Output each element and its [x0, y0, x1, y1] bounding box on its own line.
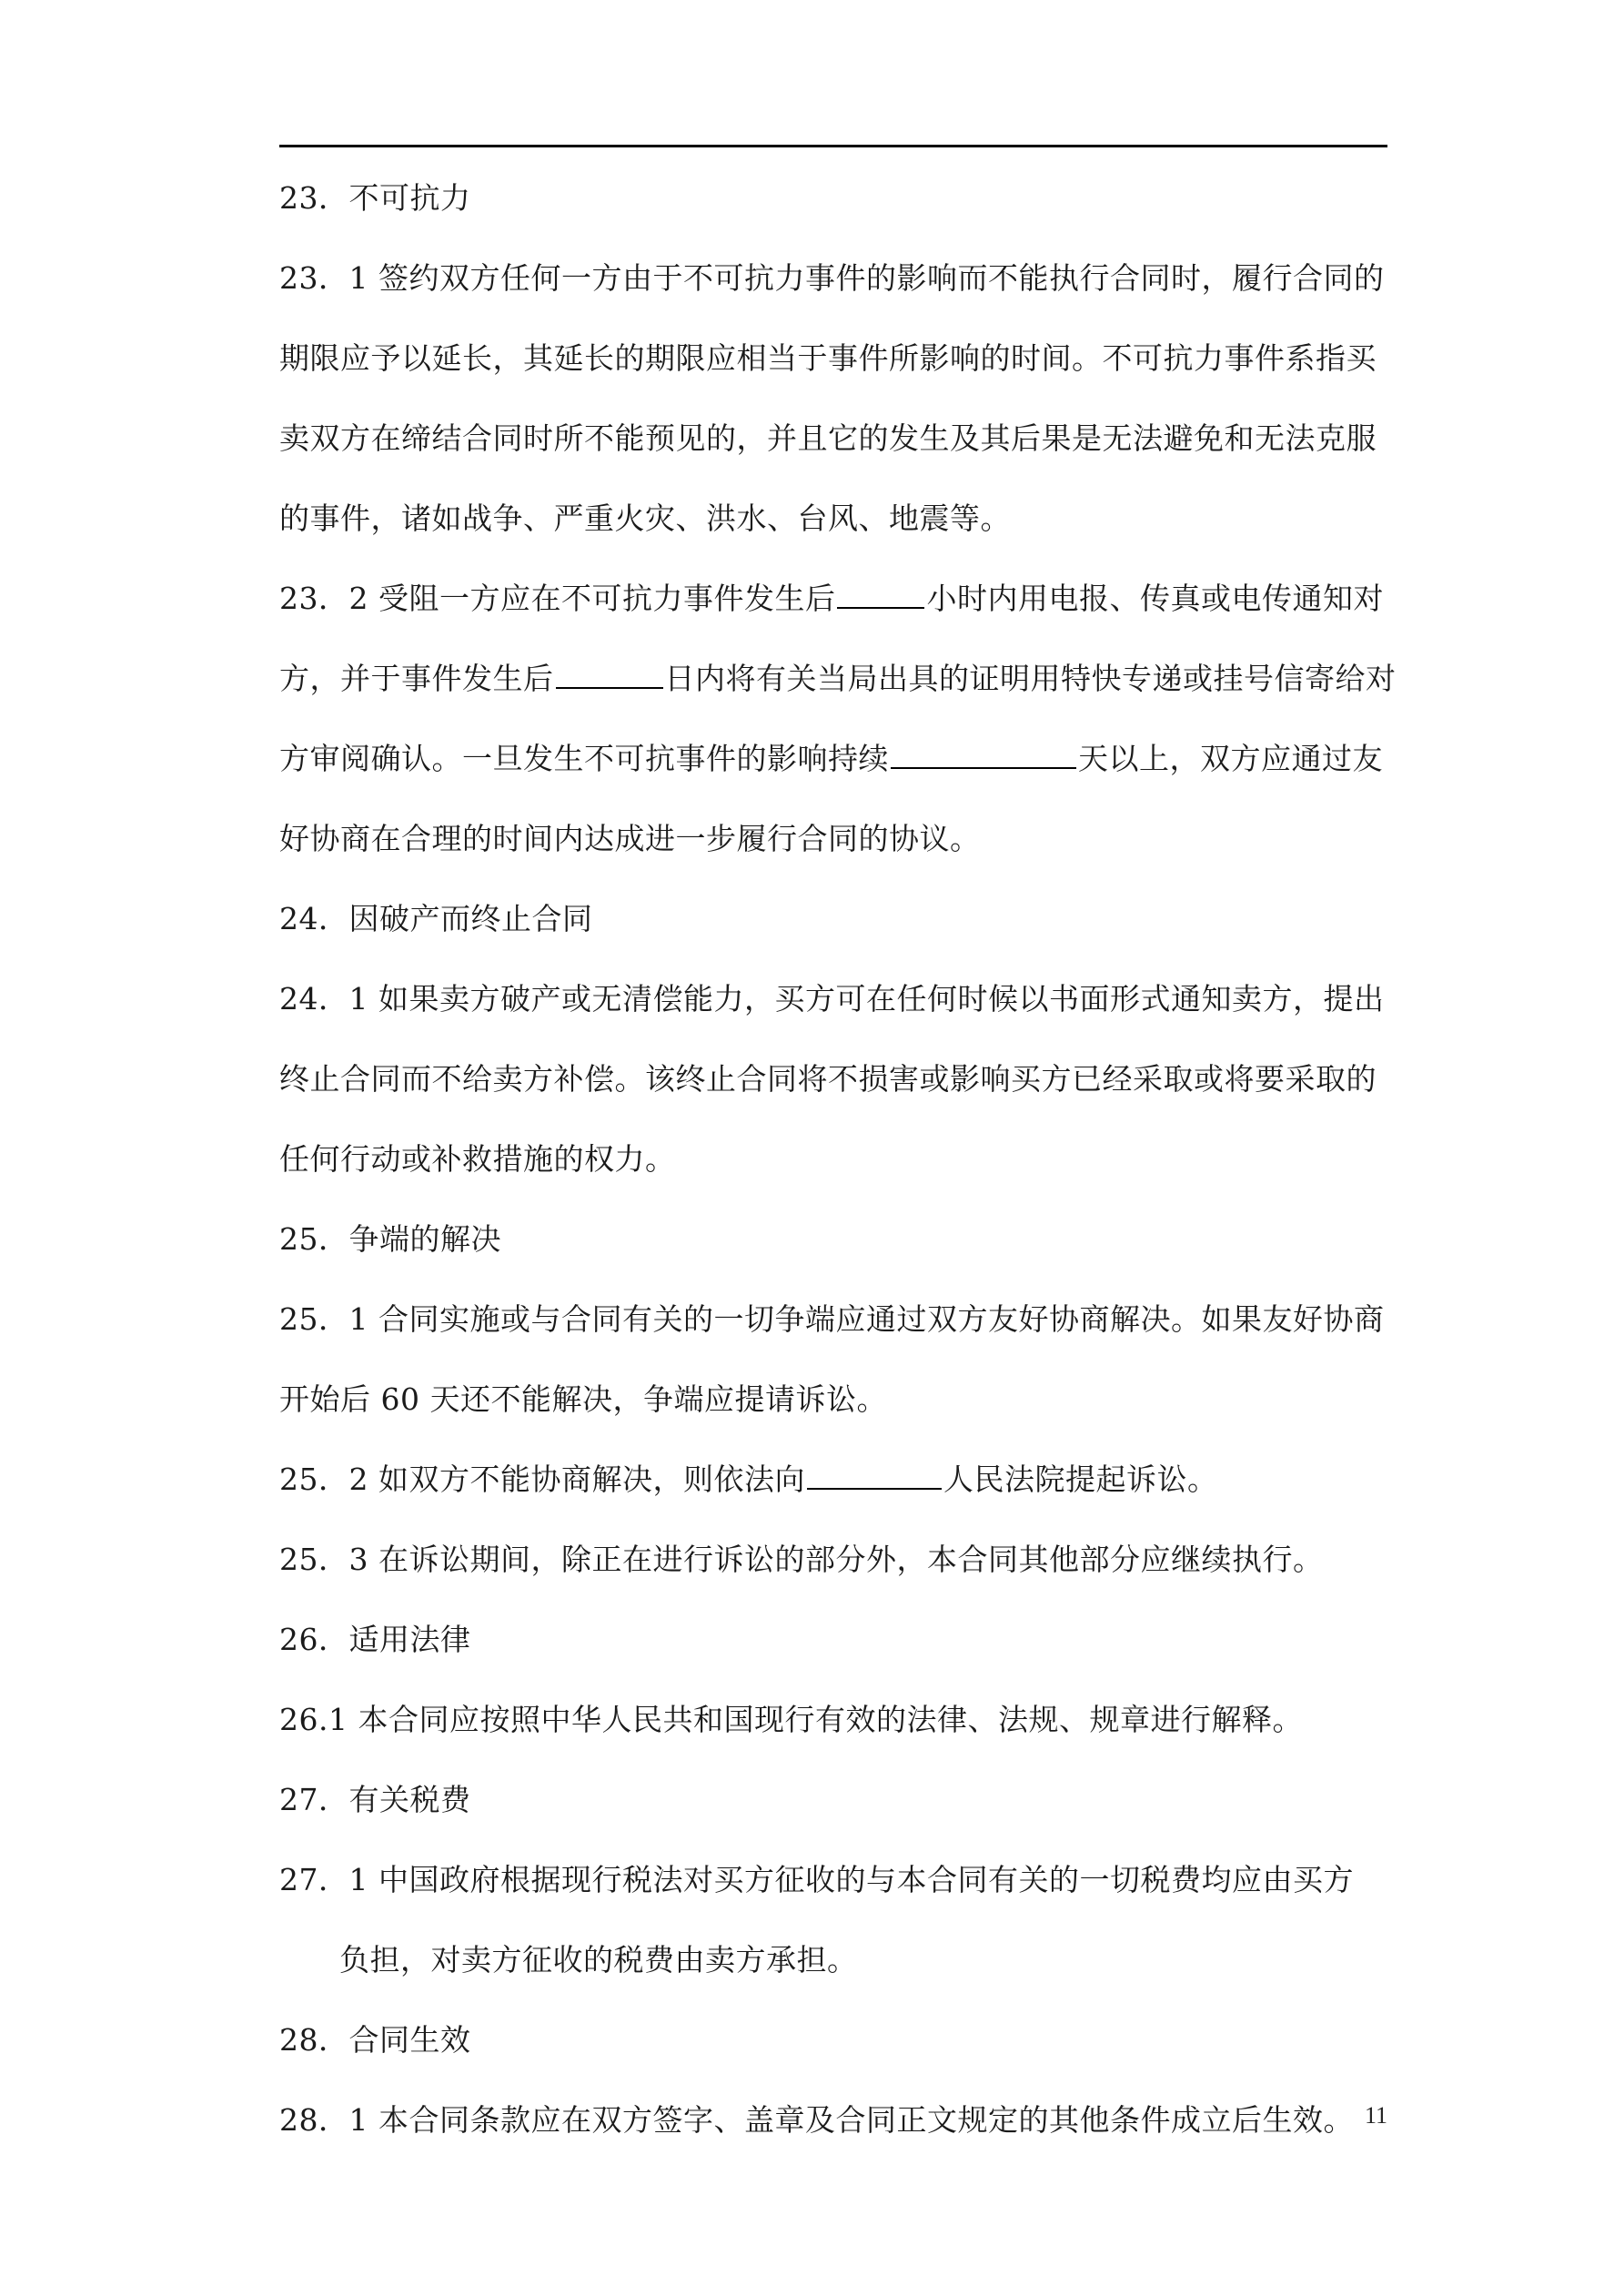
section-heading-23: 23．不可抗力 [279, 180, 471, 216]
clause-25-1-line-2: 开始后 60 天还不能解决，争端应提请诉讼。 [279, 1381, 887, 1417]
clause-25-2 [279, 1440, 1389, 1520]
clause-23-2-line-3 [279, 719, 1389, 799]
section-heading-24: 24．因破产而终止合同 [279, 901, 593, 936]
clause-23-2-line-1 [279, 559, 1389, 639]
clause-23-1-line-2: 期限应予以延长，其延长的期限应相当于事件所影响的时间。不可抗力事件系指买 [279, 340, 1377, 376]
clause-23-2-text-c: 方，并于事件发生后 [279, 661, 554, 696]
clause-27-1-line-1: 27．1 中国政府根据现行税法对买方征收的与本合同有关的一切税费均应由买方 [279, 1862, 1354, 1897]
duration-blank-field[interactable] [891, 733, 1076, 769]
clause-24-1-line-3: 任何行动或补救措施的权力。 [279, 1141, 676, 1177]
days-blank-field[interactable] [556, 652, 663, 689]
clause-23-1-line-1: 23．1 签约双方任何一方由于不可抗力事件的影响而不能执行合同时，履行合同的 [279, 260, 1385, 296]
clause-25-1-line-1: 25．1 合同实施或与合同有关的一切争端应通过双方友好协商解决。如果友好协商 [279, 1301, 1385, 1337]
clause-25-2-text-b: 人民法院提起诉讼。 [943, 1462, 1218, 1497]
document-body [279, 158, 1397, 2160]
clause-23-1-line-4: 的事件，诸如战争、严重火灾、洪水、台风、地震等。 [279, 501, 1011, 536]
clause-23-2-line-2 [279, 639, 1397, 719]
clause-23-2-text-e: 方审阅确认。一旦发生不可抗事件的影响持续 [279, 741, 889, 776]
clause-27-1-line-2: 负担，对卖方征收的税费由卖方承担。 [339, 1942, 858, 1977]
clause-23-2-text-f: 天以上，双方应通过友 [1078, 741, 1383, 776]
clause-28-1: 28．1 本合同条款应在双方签字、盖章及合同正文规定的其他条件成立后生效。 [279, 2102, 1354, 2138]
clause-23-2-text-b: 小时内用电报、传真或电传通知对 [926, 581, 1384, 616]
clause-23-2-line-4: 好协商在合理的时间内达成进一步履行合同的协议。 [279, 821, 981, 856]
section-heading-27: 27．有关税费 [279, 1782, 471, 1817]
clause-24-1-line-2: 终止合同而不给卖方补偿。该终止合同将不损害或影响买方已经采取或将要采取的 [279, 1061, 1377, 1097]
section-heading-25: 25．争端的解决 [279, 1221, 501, 1257]
clause-26-1: 26.1 本合同应按照中华人民共和国现行有效的法律、法规、规章进行解释。 [279, 1702, 1303, 1737]
page-number: 11 [1365, 2102, 1388, 2129]
clause-25-2-text-a: 25．2 如双方不能协商解决，则依法向 [279, 1462, 805, 1497]
clause-23-2-text-a: 23．2 受阻一方应在不可抗力事件发生后 [279, 581, 836, 616]
clause-25-3: 25．3 在诉讼期间，除正在进行诉讼的部分外，本合同其他部分应继续执行。 [279, 1542, 1324, 1577]
clause-23-2-text-d: 日内将有关当局出具的证明用特快专递或挂号信寄给对 [664, 661, 1397, 696]
header-rule [279, 145, 1387, 147]
section-heading-26: 26．适用法律 [279, 1622, 471, 1657]
clause-24-1-line-1: 24．1 如果卖方破产或无清偿能力，买方可在任何时候以书面形式通知卖方，提出 [279, 981, 1385, 1017]
section-heading-28: 28．合同生效 [279, 2022, 471, 2058]
clause-23-1-line-3: 卖双方在缔结合同时所不能预见的，并且它的发生及其后果是无法避免和无法克服 [279, 420, 1377, 456]
court-blank-field[interactable] [807, 1453, 942, 1490]
hours-blank-field[interactable] [837, 572, 924, 609]
